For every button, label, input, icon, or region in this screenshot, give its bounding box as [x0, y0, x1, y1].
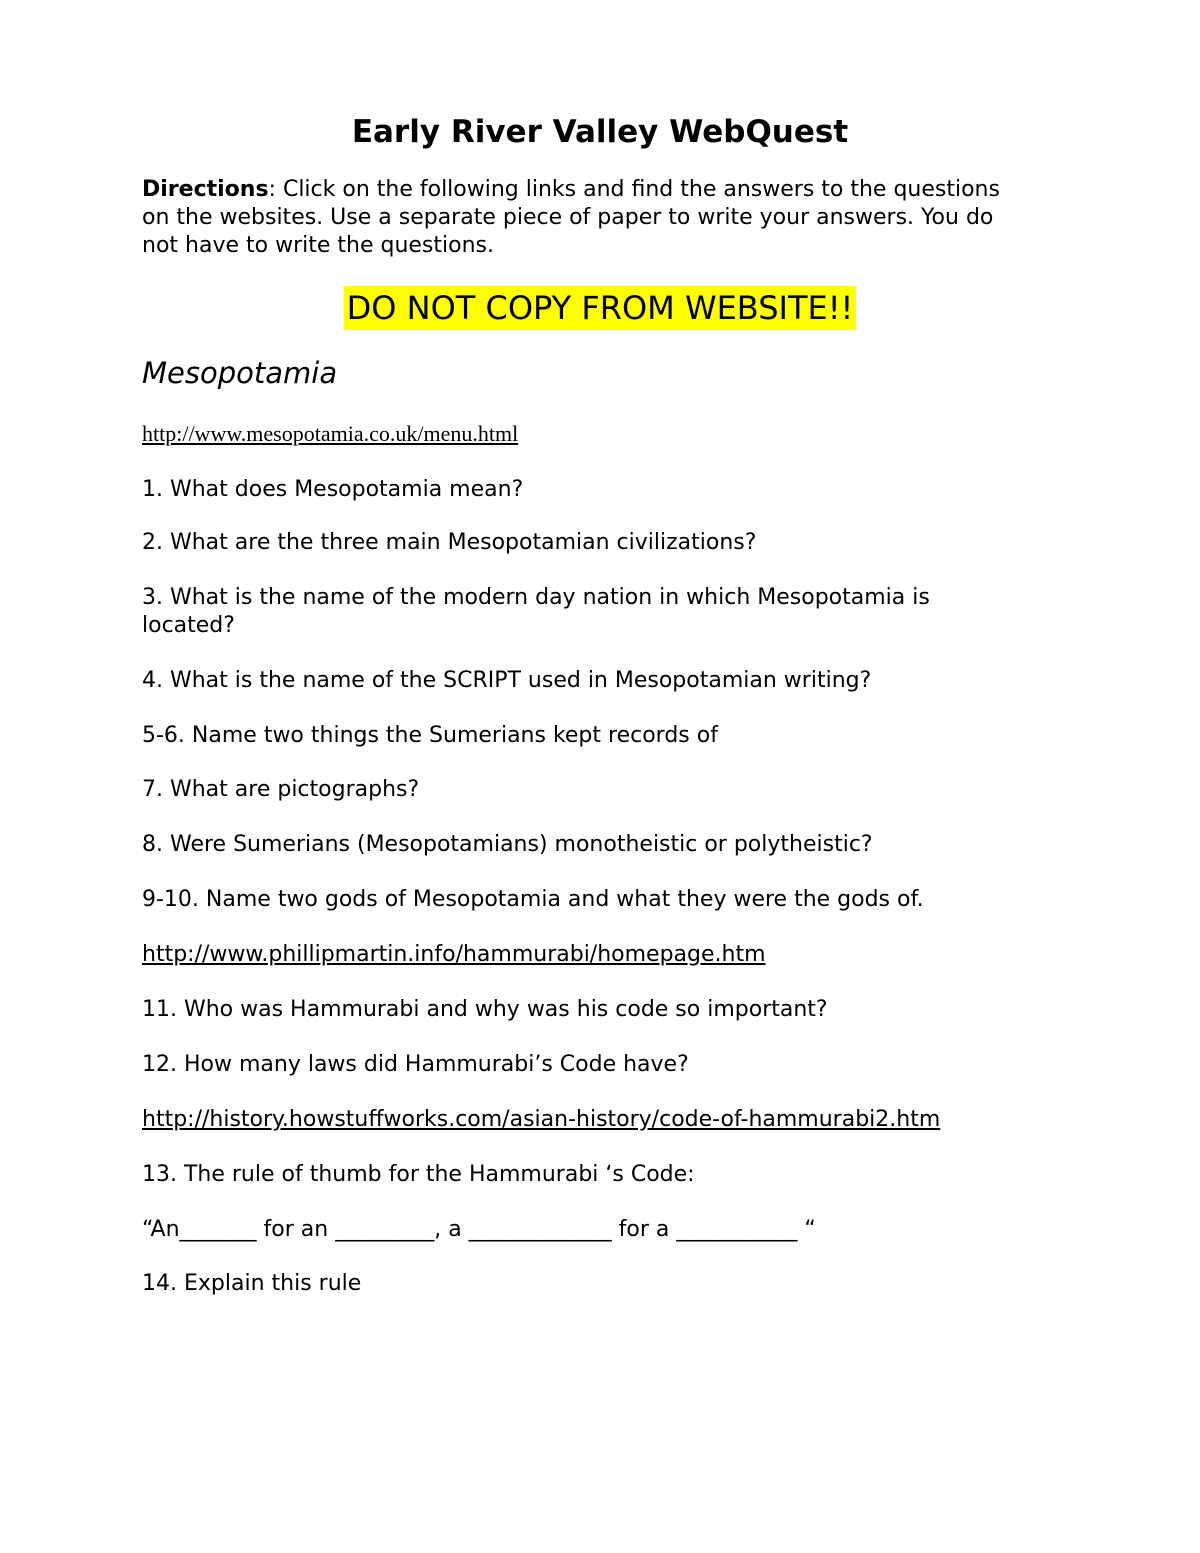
question-9-10: 9-10. Name two gods of Mesopotamia and what they were the gods of. — [142, 887, 924, 912]
hammurabi-homepage-link[interactable]: http://www.phillipmartin.info/hammurabi/homepage.htm — [142, 942, 766, 967]
directions-text: : Click on the following links and find the answers to the questions on the websites. Use a separate piece of paper to write your answers. You do not have to write the questions. — [142, 177, 1000, 258]
warning-container — [0, 286, 1200, 330]
directions-label: Directions — [142, 177, 269, 202]
question-3: 3. What is the name of the modern day nation in which Mesopotamia is located? — [142, 585, 930, 638]
page-title: Early River Valley WebQuest — [351, 114, 849, 150]
question-4: 4. What is the name of the SCRIPT used in Mesopotamian writing? — [142, 668, 872, 693]
question-12: 12. How many laws did Hammurabi’s Code have? — [142, 1052, 689, 1077]
link-row-3 — [142, 1106, 1022, 1134]
question-2: 2. What are the three main Mesopotamian civilizations? — [142, 530, 757, 555]
link-row-1 — [142, 420, 1022, 449]
question-14: 14. Explain this rule — [142, 1271, 362, 1296]
howstuffworks-link[interactable]: http://history.howstuffworks.com/asian-history/code-of-hammurabi2.htm — [142, 1107, 941, 1132]
mesopotamia-link[interactable]: http://www.mesopotamia.co.uk/menu.html — [142, 421, 519, 446]
section-heading-mesopotamia: Mesopotamia — [142, 356, 338, 390]
question-11: 11. Who was Hammurabi and why was his code so important? — [142, 997, 828, 1022]
question-13: 13. The rule of thumb for the Hammurabi ‘s Code: — [142, 1162, 695, 1187]
link-row-2 — [142, 941, 1022, 969]
question-7: 7. What are pictographs? — [142, 777, 420, 802]
question-5-6: 5-6. Name two things the Sumerians kept records of — [142, 723, 718, 748]
question-8: 8. Were Sumerians (Mesopotamians) monotheistic or polytheistic? — [142, 832, 873, 857]
question-1: 1. What does Mesopotamia mean? — [142, 477, 524, 502]
warning-banner: DO NOT COPY FROM WEBSITE!! — [344, 286, 857, 330]
question-13-fill-in: “An_______ for an _________, a _____________ for a ___________ “ — [142, 1217, 816, 1242]
directions-paragraph — [142, 176, 1022, 260]
